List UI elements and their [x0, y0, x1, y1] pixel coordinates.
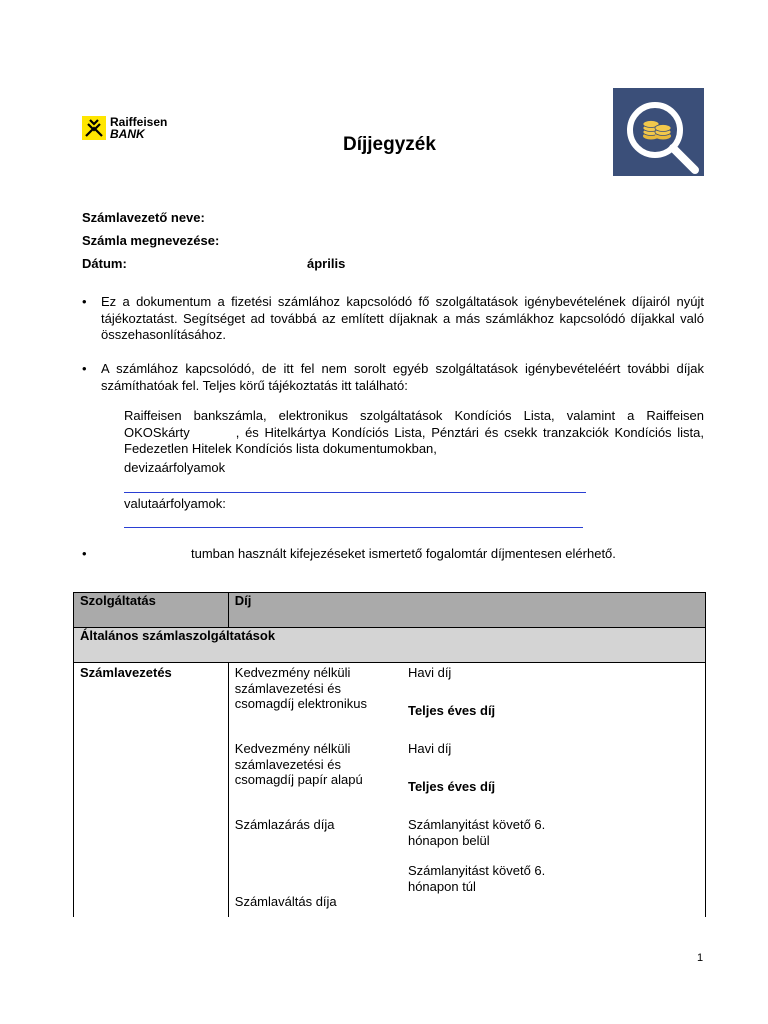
date-label: Dátum:	[82, 256, 127, 271]
section-row	[74, 628, 706, 663]
bullet-3-marker: •	[82, 546, 87, 561]
page-title: Díjjegyzék	[343, 134, 436, 155]
bullet-1-marker: •	[82, 294, 87, 309]
raiffeisen-logo-icon	[82, 116, 106, 140]
cash-rates-link[interactable]	[124, 527, 583, 528]
bullet-3-text: tumban használt kifejezéseket ismertető fogalomtár díjmentesen elérhető.	[191, 546, 616, 561]
fee-table	[73, 592, 706, 917]
item-3-beyond: Számlanyitást követő 6. hónapon túl	[407, 863, 546, 894]
item-2-monthly: Havi díj	[407, 741, 452, 756]
item-3-within: Számlanyitást követő 6. hónapon belül	[407, 817, 546, 848]
bullet-2-detail	[124, 408, 704, 458]
item-1-annual: Teljes éves díj	[407, 703, 496, 718]
raiffeisen-logo	[82, 116, 182, 144]
detail-part-a: Raiffeisen bankszámla, elektronikus szolgáltatások Kondíciós Lista, valamint a Raiffeisen OKOSkárty	[124, 408, 704, 440]
logo-line-1: Raiffeisen	[110, 115, 168, 129]
date-value: április	[307, 256, 346, 271]
logo-line-2: BANK	[110, 127, 145, 141]
account-holder-label: Számlavezető neve:	[82, 210, 205, 225]
fee-values-cell	[402, 663, 706, 918]
section-title: Általános számlaszolgáltatások	[74, 628, 706, 663]
bullet-1-text: Ez a dokumentum a fizetési számlához kapcsolódó fő szolgáltatások igénybevételének díjairól nyújt tájékoztatást. Segítséget ad továbbá az említett díjaknak a más számlákhoz kapcsolódó díjakkal való összehasonlításához.	[101, 294, 704, 342]
table-row	[74, 663, 706, 918]
detail-part-b: , és Hitelkártya Kondíciós Lista, Pénztári és csekk tranzakciók Kondíciós lista, Fedezetlen Hitelek Kondíciós lista dokumentumokban,	[124, 424, 704, 456]
item-2-annual: Teljes éves díj	[407, 779, 496, 794]
row-label: Számlavezetés	[74, 663, 229, 918]
magnifier-coins-icon	[613, 88, 704, 176]
account-name-label: Számla megnevezése:	[82, 233, 220, 248]
fee-names-cell	[228, 663, 402, 918]
item-4-name: Számlaváltás díja	[234, 894, 337, 909]
logo-text	[110, 116, 167, 140]
bullet-2-marker: •	[82, 361, 87, 376]
table-header-row	[74, 593, 706, 628]
fx-rates-label: devizaárfolyamok	[124, 460, 226, 475]
item-1-name: Kedvezmény nélküli számlavezetési és csomagdíj elektronikus	[234, 665, 368, 711]
header-fee: Díj	[228, 593, 705, 628]
item-3-name: Számlazárás díja	[234, 817, 335, 832]
page-number: 1	[697, 952, 704, 964]
fx-rates-link[interactable]	[124, 492, 586, 493]
item-1-monthly: Havi díj	[407, 665, 452, 680]
item-2-name: Kedvezmény nélküli számlavezetési és csomagdíj papír alapú	[234, 741, 363, 787]
cash-rates-label: valutaárfolyamok:	[124, 496, 226, 511]
bullet-2-text: A számlához kapcsolódó, de itt fel nem sorolt egyéb szolgáltatások igénybevételéért további díjak számíthatóak fel. Teljes körű tájékoztatás itt található:	[101, 361, 704, 393]
header-service: Szolgáltatás	[74, 593, 229, 628]
